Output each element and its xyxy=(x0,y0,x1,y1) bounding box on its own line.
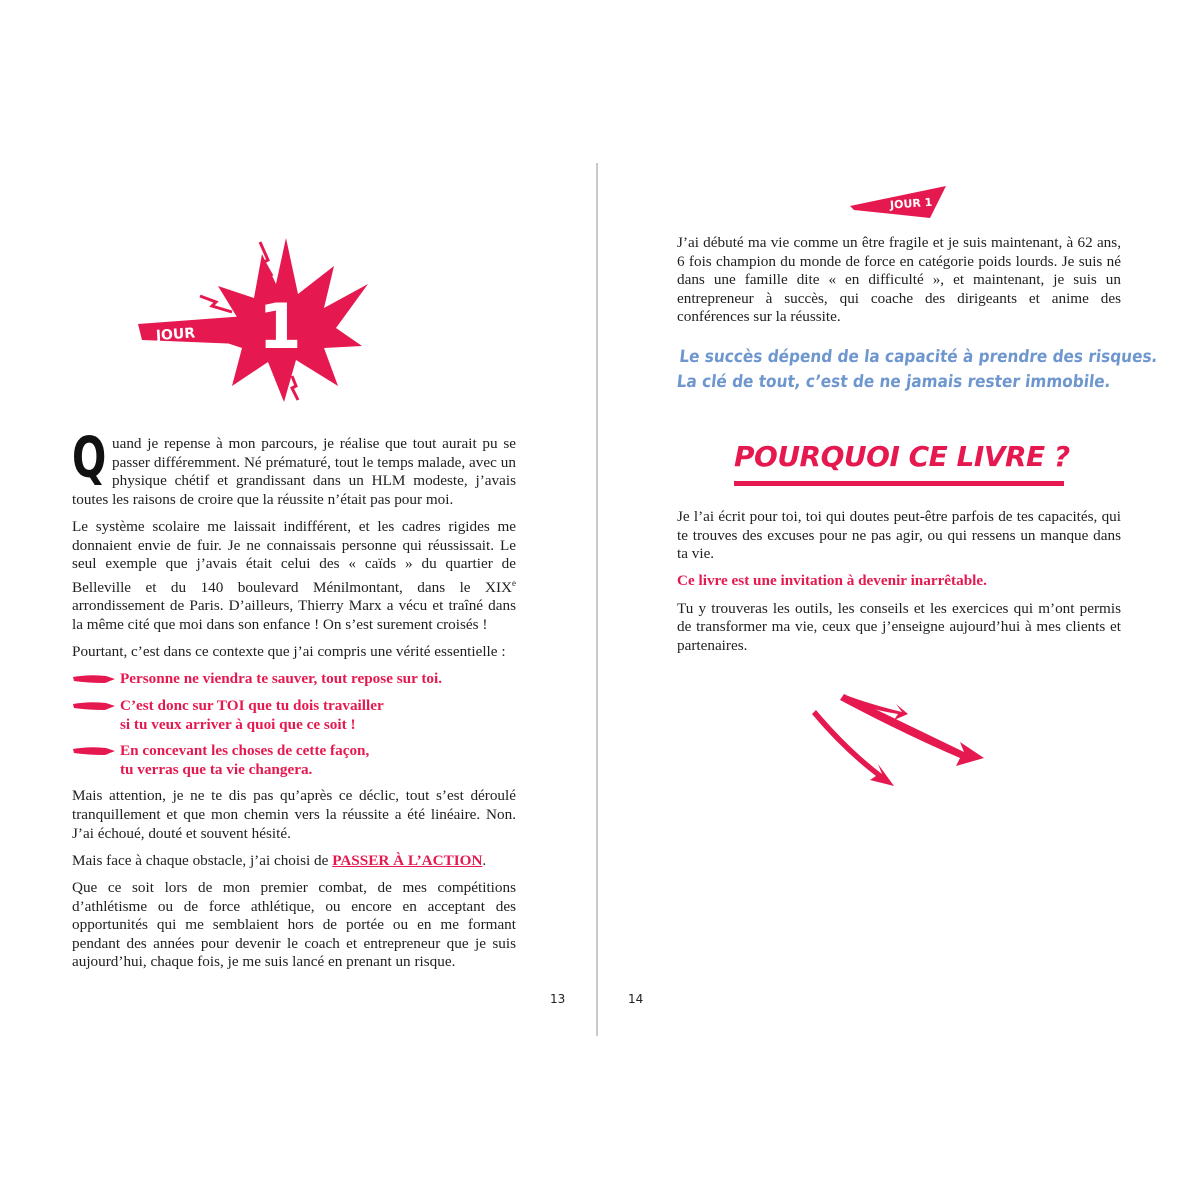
right-body-text xyxy=(677,508,1121,664)
brush-arrow-icon xyxy=(72,700,116,712)
brush-arrow-icon xyxy=(72,745,116,757)
page-number-left: 13 xyxy=(550,992,566,1006)
bullet-text: En concevant les choses de cette façon, xyxy=(120,742,370,760)
left-body-text xyxy=(72,426,516,980)
right-badge-label: JOUR 1 xyxy=(889,195,933,212)
paragraph-school xyxy=(72,518,516,635)
bullet-text-line2: tu verras que ta vie changera. xyxy=(120,760,313,778)
quote-line: Le succès dépend de la capacité à prendre des risques. xyxy=(678,347,1159,367)
paragraph-attention: Mais attention, je ne te dis pas qu’après ce déclic, tout s’est déroulé tranquillement et que mon chemin vers la réussite a été linéaire. Non. J’ai échoué, douté et souvent hésité. xyxy=(72,787,516,842)
quote-line: La clé de tout, c’est de ne jamais rester immobile. xyxy=(675,372,1112,392)
title-underline xyxy=(734,481,1064,486)
bullet-text: Personne ne viendra te sauver, tout repose sur toi. xyxy=(120,670,443,688)
paragraph-risk: Que ce soit lors de mon premier combat, de mes compétitions d’athlétisme ou de force athlétique, ou encore en acceptant des opportunités qui me semblaient hors de portée ou en me formant pendant des années pour devenir le coach et entrepreneur que je suis aujourd’hui, chaque fois, je me suis lancé en prenant un risque. xyxy=(72,878,516,971)
superscript: e xyxy=(512,577,516,588)
paragraph-school-text-end: arrondissement de Paris. D’ailleurs, Thierry Marx a vécu et traîné dans la même cité que moi dans son enfance ! On s’est surement croisés ! xyxy=(72,597,516,633)
double-arrow-icon xyxy=(810,688,990,792)
passer-action-link: PASSER À L’ACTION xyxy=(332,851,483,869)
bullet-text: C’est donc sur TOI que tu dois travailler xyxy=(120,696,384,714)
paragraph-context: Pourtant, c’est dans ce contexte que j’ai compris une vérité essentielle : xyxy=(72,643,506,661)
paragraph-action xyxy=(72,852,516,871)
right-intro xyxy=(677,234,1121,336)
badge-number: 1 xyxy=(258,290,302,363)
bullet-list xyxy=(72,670,516,779)
dropcap: Q xyxy=(72,426,107,491)
pull-quote xyxy=(675,345,1159,395)
paragraph-intro-text: uand je repense à mon parcours, je réalise que tout aurait pu se passer différemment. Né prématuré, tout le temps malade, avec un physique chétif et grandissant dans un HLM modeste, j’avais toutes les raisons de croire que la réussite n’était pas pour moi. xyxy=(72,435,516,508)
paragraph-school-text: Le système scolaire me laissait indifférent, et les cadres rigides me donnaient envie de fuir. Je ne connaissais personne qui réussissait. Le seul exemple que j’avais était celui des « caïds » du quartier de Belleville et du 140 boulevard Ménilmontant, dans le XIX xyxy=(72,517,516,596)
bullet-text-line2: si tu veux arriver à quoi que ce soit ! xyxy=(120,715,356,733)
brush-arrow-icon xyxy=(72,673,116,685)
paragraph-right-intro: J’ai débuté ma vie comme un être fragile et je suis maintenant, à 62 ans, 6 fois champion du monde de force en catégorie poids lourds. Je suis né dans une famille dite « en difficulté », et maintenant, je suis un entrepreneur à succès, qui coache des dirigeants et anime des conférences sur la réussite. xyxy=(677,234,1121,326)
page-number-right: 14 xyxy=(628,992,644,1006)
paragraph-action-end: . xyxy=(482,851,487,869)
bullet-item xyxy=(72,742,516,779)
paragraph-intro xyxy=(72,426,516,509)
bullet-item xyxy=(72,670,516,689)
left-page xyxy=(0,0,598,1200)
starburst-badge-icon xyxy=(136,236,376,404)
paragraph-why: Je l’ai écrit pour toi, toi qui doutes peut-être parfois de tes capacités, qui te trouves des excuses pour ne pas agir, ou qui ressens un manque dans ta vie. xyxy=(677,508,1121,563)
highlight-invitation: Ce livre est une invitation à devenir inarrêtable. xyxy=(677,572,987,590)
paragraph-action-text: Mais face à chaque obstacle, j’ai choisi de xyxy=(72,851,333,869)
bullet-item xyxy=(72,697,516,734)
paragraph-tools: Tu y trouveras les outils, les conseils et les exercices qui m’ont permis de transformer ma vie, ceux que j’enseigne aujourd’hui à mes clients et partenaires. xyxy=(677,599,1121,654)
badge-jour-label: JOUR xyxy=(155,325,196,345)
section-title: POURQUOI CE LIVRE ? xyxy=(734,440,1070,473)
flag-badge-icon xyxy=(850,186,948,220)
